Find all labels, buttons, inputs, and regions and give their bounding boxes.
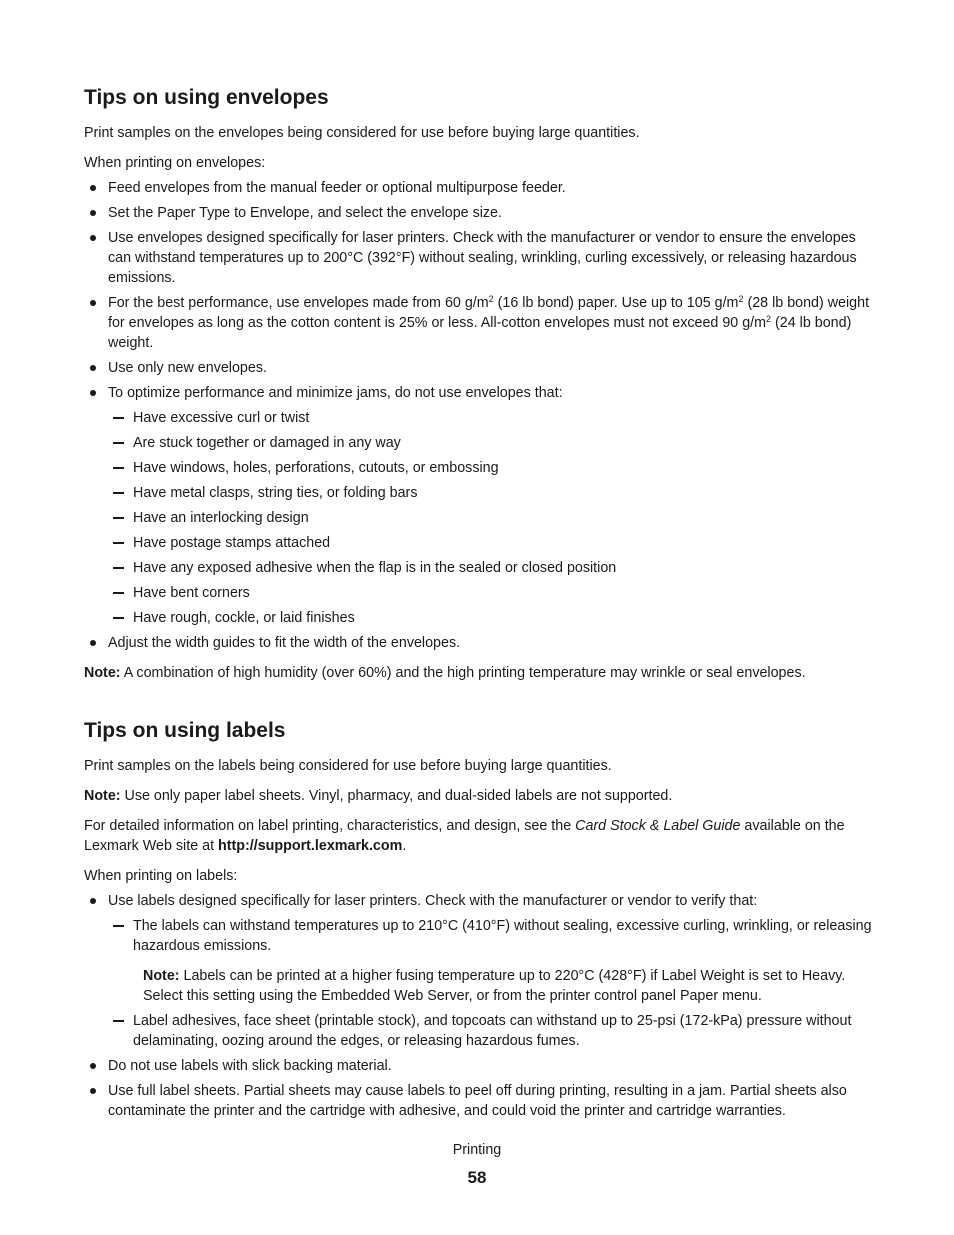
envelope-avoid-list xyxy=(108,408,874,628)
section-gap xyxy=(84,693,874,717)
dash-icon xyxy=(113,517,124,519)
dash-item: Have metal clasps, string ties, or folding bars xyxy=(108,483,874,503)
list-item: For the best performance, use envelopes made from 60 $g/m^2$ (16 lb bond) paper. Use up to 105 $g/m^2$ (28 lb bond) weight for envelopes as long as the cotton content is 25% or less. All-cotton envelopes must not exceed 90 $g/m^2$ (24 lb bond) weight. xyxy=(84,293,874,353)
bullet-icon xyxy=(90,300,96,306)
dash-icon xyxy=(113,467,124,469)
dash-item: Label adhesives, face sheet (printable stock), and topcoats can withstand up to 25‑psi (172‑kPa) pressure without delaminating, oozing around the edges, or releasing hazardous fumes. xyxy=(108,1011,874,1051)
dash-item: Have an interlocking design xyxy=(108,508,874,528)
labels-intro: Print samples on the labels being considered for use before buying large quantities. xyxy=(84,758,612,774)
bullet-icon xyxy=(90,1088,96,1094)
dash-icon xyxy=(113,1020,124,1022)
list-item: To optimize performance and minimize jams, do not use envelopes that: Have excessive curl or twist Are stuck together or damaged in any way Have windows, holes, perforations, cutouts, or embossing Have metal clasps, string ties, or folding bars Have an interlocking design Have postage stamps attached Have any exposed adhesive when the flap is in the sealed or closed position Have bent corners Have rough, cockle, or laid finishes xyxy=(84,383,874,628)
page-number: 58 xyxy=(467,1168,487,1187)
document-body xyxy=(84,84,874,1131)
labels-note: Note: Use only paper label sheets. Vinyl, pharmacy, and dual-sided labels are not supported. xyxy=(84,788,673,804)
list-item: Use full label sheets. Partial sheets may cause labels to peel off during printing, resulting in a jam. Partial sheets also contaminate the printer and the cartridge with adhesive, and could void the printer and cartridge warranties. xyxy=(84,1081,874,1121)
list-item: Use only new envelopes. xyxy=(84,358,874,378)
page-footer xyxy=(0,1140,954,1190)
dash-icon xyxy=(113,925,124,927)
bullet-icon xyxy=(90,365,96,371)
bullet-icon xyxy=(90,210,96,216)
list-item: Use labels designed specifically for laser printers. Check with the manufacturer or vendor to verify that: The labels can withstand temperatures up to 210°C (410°F) without sealing, excessive curling, wrinkling, or releasing hazardous emissions. Note: Labels can be printed at a higher fusing temperature up to 220°C (428°F) if Label Weight is set to Heavy. Select this setting using the Embedded Web Server, or from the printer control panel Paper menu. Label adhesives, face sheet (printable stock), and topcoats can withstand up to 25‑psi (172‑kPa) pressure without delaminating, oozing around the edges, or releasing hazardous fumes. xyxy=(84,891,874,1051)
footer-section-name: Printing xyxy=(452,1142,502,1158)
dash-icon xyxy=(113,542,124,544)
envelopes-note: Note: A combination of high humidity (over 60%) and the high printing temperature may wrinkle or seal envelopes. xyxy=(84,665,806,681)
dash-icon xyxy=(113,567,124,569)
bullet-icon xyxy=(90,898,96,904)
bullet-icon xyxy=(90,640,96,646)
envelopes-bullet-list xyxy=(84,178,874,653)
dash-item: Have excessive curl or twist xyxy=(108,408,874,428)
dash-item: The labels can withstand temperatures up to 210°C (410°F) without sealing, excessive curling, wrinkling, or releasing hazardous emissions. Note: Labels can be printed at a higher fusing temperature up to 220°C (428°F) if Label Weight is set to Heavy. Select this setting using the Embedded Web Server, or from the printer control panel Paper menu. xyxy=(108,916,874,1006)
list-item: Adjust the width guides to fit the width of the envelopes. xyxy=(84,633,874,653)
bullet-icon xyxy=(90,1063,96,1069)
bullet-icon xyxy=(90,235,96,241)
dash-icon xyxy=(113,492,124,494)
labels-inner-note: Note: Labels can be printed at a higher fusing temperature up to 220°C (428°F) if Label Weight is set to Heavy. Select this setting using the Embedded Web Server, or from the printer control panel Paper menu. xyxy=(143,968,846,1004)
dash-item: Have bent corners xyxy=(108,583,874,603)
dash-item: Are stuck together or damaged in any way xyxy=(108,433,874,453)
bullet-icon xyxy=(90,185,96,191)
envelopes-heading: Tips on using envelopes xyxy=(84,86,329,109)
list-item: Feed envelopes from the manual feeder or optional multipurpose feeder. xyxy=(84,178,874,198)
dash-icon xyxy=(113,617,124,619)
dash-icon xyxy=(113,442,124,444)
envelopes-intro: Print samples on the envelopes being considered for use before buying large quantities. xyxy=(84,125,640,141)
dash-item: Have any exposed adhesive when the flap is in the sealed or closed position xyxy=(108,558,874,578)
list-item: Set the Paper Type to Envelope, and select the envelope size. xyxy=(84,203,874,223)
labels-bullet-list xyxy=(84,891,874,1121)
support-url-link[interactable]: http://support.lexmark.com xyxy=(218,838,403,854)
list-item: Do not use labels with slick backing material. xyxy=(84,1056,874,1076)
dash-item: Have postage stamps attached xyxy=(108,533,874,553)
labels-detail: For detailed information on label printing, characteristics, and design, see the Card Stock & Label Guide available on the Lexmark Web site at http://support.lexmark.com. xyxy=(84,818,845,854)
dash-icon xyxy=(113,417,124,419)
dash-item: Have rough, cockle, or laid finishes xyxy=(108,608,874,628)
bullet-icon xyxy=(90,390,96,396)
dash-item: Have windows, holes, perforations, cutouts, or embossing xyxy=(108,458,874,478)
envelopes-lead: When printing on envelopes: xyxy=(84,155,266,171)
dash-icon xyxy=(113,592,124,594)
labels-verify-list xyxy=(108,916,874,1051)
labels-heading: Tips on using labels xyxy=(84,719,286,742)
labels-lead: When printing on labels: xyxy=(84,868,238,884)
guide-title: Card Stock & Label Guide xyxy=(575,818,741,834)
list-item: Use envelopes designed specifically for laser printers. Check with the manufacturer or vendor to ensure the envelopes can withstand temperatures up to 200°C (392°F) without sealing, wrinkling, curling excessively, or releasing hazardous emissions. xyxy=(84,228,874,288)
